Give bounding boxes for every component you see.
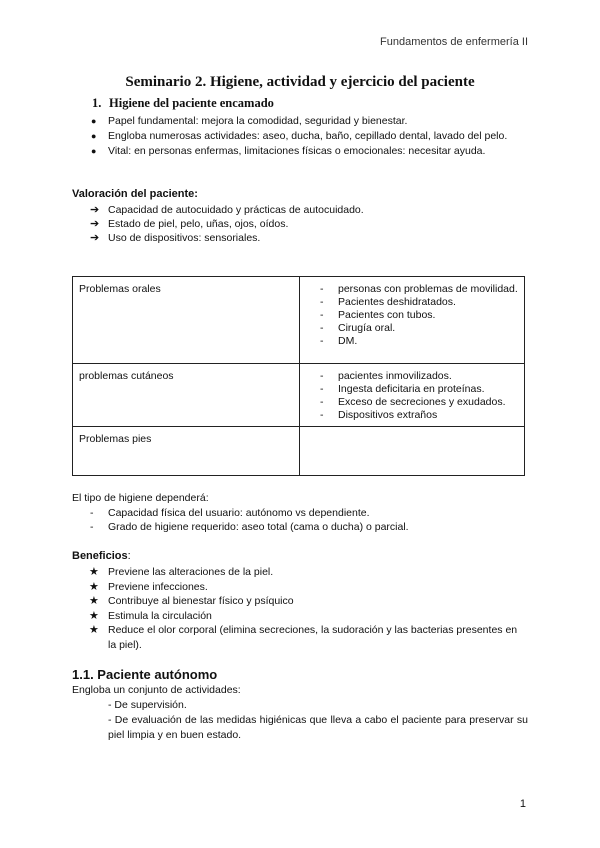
list-item: - DM.	[320, 335, 358, 347]
list-item-text: Uso de dispositivos: sensoriales.	[108, 232, 261, 244]
subsection-heading: 1.1. Paciente autónomo	[72, 667, 218, 682]
table-cell-items	[300, 427, 525, 476]
page-header: Fundamentos de enfermería II	[380, 36, 528, 48]
valoracion-list	[90, 203, 528, 245]
list-item-text: personas con problemas de movilidad.	[338, 283, 518, 295]
list-item-text: Previene las alteraciones de la piel.	[108, 566, 274, 578]
list-item-text: Grado de higiene requerido: aseo total (cama o ducha) o parcial.	[108, 521, 409, 533]
list-item	[90, 231, 528, 245]
star-icon: ★	[89, 609, 99, 622]
tipo-intro: El tipo de higiene dependerá:	[72, 492, 209, 504]
list-item	[90, 217, 528, 231]
list-item: - personas con problemas de movilidad.	[320, 283, 518, 295]
list-item	[89, 623, 528, 652]
list-item: - Pacientes deshidratados.	[320, 296, 456, 308]
arrow-right-icon: ➔	[90, 204, 100, 216]
list-item: - Grado de higiene requerido: aseo total (cama o ducha) o parcial.	[90, 521, 409, 533]
list-item-text: DM.	[338, 335, 358, 347]
list-item: - Cirugía oral.	[320, 322, 396, 334]
beneficios-label	[72, 550, 131, 562]
arrow-right-icon: ➔	[90, 232, 100, 244]
list-item	[89, 594, 528, 609]
table-row	[73, 277, 525, 364]
list-item: - Capacidad física del usuario: autónomo vs dependiente.	[90, 507, 370, 519]
list-item	[91, 144, 526, 158]
table-cell-items	[300, 277, 525, 364]
subsection-list	[108, 698, 528, 743]
problems-table	[72, 276, 525, 476]
section-heading	[92, 96, 274, 111]
list-item-text: Vital: en personas enfermas, limitaciones físicas o emocionales: necesitar ayuda.	[108, 145, 486, 157]
list-item-text: Ingesta deficitaria en proteínas.	[338, 383, 485, 395]
list-item-text: Cirugía oral.	[338, 322, 396, 334]
bullet-dot-icon: ●	[91, 116, 97, 126]
star-icon: ★	[89, 566, 99, 578]
list-item	[91, 114, 526, 128]
valoracion-label: Valoración del paciente:	[72, 188, 198, 200]
star-icon: ★	[89, 580, 99, 593]
list-item	[90, 203, 528, 217]
intro-bullet-list	[91, 114, 526, 159]
list-item: - Ingesta deficitaria en proteínas.	[320, 383, 485, 395]
table-row	[73, 364, 525, 427]
list-item: - Dispositivos extraños	[320, 409, 438, 421]
list-item-text: Pacientes con tubos.	[338, 309, 436, 321]
star-icon: ★	[89, 595, 99, 608]
table-cell-label: Problemas pies	[73, 427, 300, 476]
beneficios-label-text: Beneficios	[72, 550, 128, 562]
list-item-text: Exceso de secreciones y exudados.	[338, 396, 506, 408]
list-item	[89, 609, 528, 624]
list-item: - De supervisión.	[108, 699, 187, 711]
list-item-text: Dispositivos extraños	[338, 409, 438, 421]
table-row	[73, 427, 525, 476]
arrow-right-icon: ➔	[90, 218, 100, 230]
list-item-text: Contribuye al bienestar físico y psíquico	[108, 595, 294, 608]
section-number: 1.	[92, 96, 102, 110]
bullet-dot-icon: ●	[91, 146, 97, 156]
beneficios-colon: :	[127, 550, 131, 562]
table-cell-label: Problemas orales	[73, 277, 300, 364]
list-item: - pacientes inmovilizados.	[320, 370, 452, 382]
beneficios-list	[89, 565, 528, 653]
table-cell-items	[300, 364, 525, 427]
list-item-text: Capacidad de autocuidado y prácticas de autocuidado.	[108, 204, 364, 216]
list-item	[89, 565, 528, 580]
table-cell-label: problemas cutáneos	[73, 364, 300, 427]
subsection-intro: Engloba un conjunto de actividades:	[72, 684, 241, 696]
list-item-text: Estado de piel, pelo, uñas, ojos, oídos.	[108, 218, 289, 230]
list-item: - Exceso de secreciones y exudados.	[320, 396, 506, 408]
list-item-text: Papel fundamental: mejora la comodidad, seguridad y bienestar.	[108, 115, 408, 127]
list-item-text: Reduce el olor corporal (elimina secreciones, la sudoración y las bacterias presentes en la piel).	[108, 624, 518, 651]
list-item	[89, 580, 528, 595]
page-number: 1	[519, 798, 526, 810]
list-item: - Pacientes con tubos.	[320, 309, 436, 321]
list-item-text: Engloba numerosas actividades: aseo, ducha, baño, cepillado dental, lavado del pelo.	[108, 130, 508, 142]
document-title: Seminario 2. Higiene, actividad y ejercicio del paciente	[125, 74, 475, 90]
list-item-text: Capacidad física del usuario: autónomo vs dependiente.	[108, 507, 370, 519]
star-icon: ★	[89, 624, 99, 637]
list-item-text: Estimula la circulación	[108, 609, 212, 622]
list-item	[91, 129, 526, 143]
tipo-list	[90, 506, 528, 534]
list-item: - De evaluación de las medidas higiénicas que lleva a cabo el paciente para preservar su piel limpia y en buen estado.	[108, 714, 528, 741]
list-item-text: pacientes inmovilizados.	[338, 370, 452, 382]
section-title: Higiene del paciente encamado	[109, 96, 274, 110]
list-item-text: Pacientes deshidratados.	[338, 296, 456, 308]
list-item-text: Previene infecciones.	[108, 580, 208, 593]
bullet-dot-icon: ●	[91, 131, 97, 141]
